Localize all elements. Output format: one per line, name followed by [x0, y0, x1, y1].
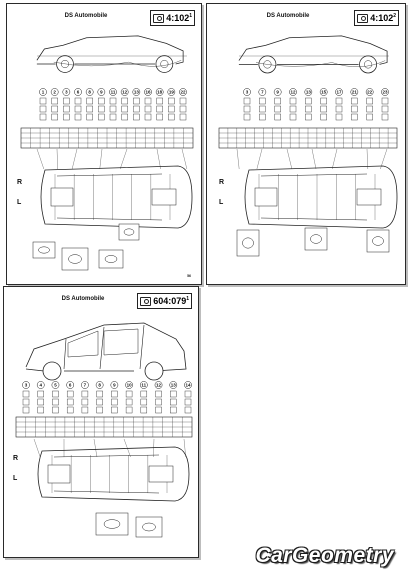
measure-cell — [126, 391, 132, 397]
sheet1-point-1 — [39, 88, 46, 120]
sheet1-point-18 — [156, 88, 163, 120]
measure-cell — [75, 114, 81, 120]
point-label: 10 — [126, 382, 132, 388]
measure-cell — [351, 114, 357, 120]
measure-cell — [351, 106, 357, 112]
measure-cell — [97, 391, 103, 397]
point-label: 8 — [98, 382, 101, 388]
measure-cell — [321, 106, 327, 112]
detail-view — [99, 250, 123, 268]
detail-frame — [96, 513, 128, 535]
point-label: 3 — [245, 89, 249, 95]
sheet1-point-8 — [86, 88, 93, 120]
measure-cell — [259, 106, 265, 112]
measure-cell — [156, 391, 162, 397]
measure-cell — [185, 391, 191, 397]
sheet2-point-17 — [335, 88, 342, 120]
top-view-body — [38, 447, 189, 501]
measure-cell — [305, 114, 311, 120]
leader-line — [120, 149, 127, 169]
measure-cell — [275, 106, 281, 112]
measure-cell — [157, 114, 163, 120]
measure-cell — [275, 114, 281, 120]
leader-line — [100, 149, 102, 169]
measure-cell — [122, 114, 128, 120]
point-label: 7 — [261, 89, 264, 95]
measure-cell — [290, 98, 296, 104]
cargeometry-watermark: CarGeometry — [255, 544, 394, 567]
measure-cell — [52, 407, 58, 413]
point-label: 12 — [290, 89, 296, 95]
leader-line — [157, 149, 161, 169]
measure-cell — [336, 106, 342, 112]
detail-view — [62, 248, 88, 270]
underbody-diagram — [7, 4, 202, 285]
measure-cell — [40, 106, 46, 112]
measure-cell — [133, 114, 139, 120]
measure-cell — [87, 106, 93, 112]
diagram-sheet-2 — [206, 3, 406, 285]
measure-cell — [63, 114, 69, 120]
measure-cell — [67, 407, 73, 413]
leader-line — [94, 439, 97, 457]
sheet2-point-23 — [381, 88, 388, 120]
measure-cell — [82, 399, 88, 405]
detail-view — [96, 513, 128, 535]
leader-line — [237, 149, 239, 169]
measure-cell — [110, 98, 116, 104]
point-label: 23 — [382, 89, 388, 95]
diagram-sheet-3 — [3, 286, 199, 558]
measure-cell — [23, 407, 29, 413]
leader-line — [257, 149, 262, 169]
measure-cell — [38, 391, 44, 397]
measure-cell — [351, 98, 357, 104]
measure-cell — [126, 399, 132, 405]
rear-axle-beam — [357, 189, 381, 205]
point-label: 15 — [321, 89, 327, 95]
measure-cell — [52, 399, 58, 405]
measure-cell — [82, 391, 88, 397]
point-label: 14 — [185, 382, 191, 388]
diagram-sheet-1 — [6, 3, 202, 285]
measure-cell — [168, 106, 174, 112]
top-view-car — [41, 166, 192, 228]
sheet3-point-11 — [140, 381, 147, 413]
measure-cell — [82, 407, 88, 413]
front-wheel-arch — [43, 362, 61, 380]
measure-cell — [180, 114, 186, 120]
rear-axle-beam — [152, 189, 176, 205]
measure-cell — [168, 114, 174, 120]
side-view-car — [239, 36, 387, 73]
measure-cell — [170, 407, 176, 413]
measure-cell — [122, 98, 128, 104]
top-view-car — [245, 166, 397, 228]
sheet3-point-5 — [52, 381, 59, 413]
measure-cell — [244, 106, 250, 112]
measure-cell — [126, 407, 132, 413]
code-sheet-number: 1 — [186, 296, 189, 302]
sheet2-point-7 — [259, 88, 266, 120]
measure-cell — [111, 391, 117, 397]
detail-view — [119, 224, 139, 240]
sheet-title: DS Automobile — [61, 296, 105, 302]
detail-frame — [136, 517, 162, 537]
side-label-right: R — [219, 179, 225, 186]
leader-line — [37, 149, 44, 169]
sheet3-point-10 — [125, 381, 132, 413]
measure-cell — [52, 98, 58, 104]
point-label: 12 — [122, 89, 128, 95]
measure-cell — [305, 106, 311, 112]
detail-frame — [367, 230, 389, 252]
measure-cell — [52, 391, 58, 397]
point-label: 22 — [180, 89, 186, 95]
underbody-diagram — [207, 4, 406, 285]
point-label: 5 — [54, 382, 57, 388]
measure-cell — [141, 407, 147, 413]
point-label: 16 — [145, 89, 151, 95]
point-label: 9 — [100, 89, 103, 95]
measure-cell — [141, 391, 147, 397]
dimension-table — [21, 128, 193, 148]
measure-cell — [67, 399, 73, 405]
detail-frame — [237, 230, 259, 256]
measure-cell — [110, 114, 116, 120]
sheet2-point-9 — [274, 88, 281, 120]
measure-cell — [367, 98, 373, 104]
measure-cell — [111, 399, 117, 405]
detail-frame — [305, 228, 327, 250]
point-label: 1 — [41, 89, 45, 95]
leader-lines — [34, 439, 186, 457]
measure-cell — [168, 98, 174, 104]
measure-cell — [67, 391, 73, 397]
measure-cell — [244, 98, 250, 104]
measure-cell — [157, 98, 163, 104]
sheet3-point-4 — [37, 381, 44, 413]
measure-cell — [40, 114, 46, 120]
measure-cell — [382, 114, 388, 120]
sheet1-point-13 — [133, 88, 140, 120]
leader-lines — [37, 149, 187, 169]
code-sheet-number: 1 — [189, 13, 192, 19]
measure-cell — [23, 391, 29, 397]
measure-cell — [336, 98, 342, 104]
point-label: 8 — [88, 89, 91, 95]
measure-cell — [157, 106, 163, 112]
sheet3-point-9 — [111, 381, 118, 413]
detail-frame — [33, 242, 55, 258]
measure-cell — [52, 114, 58, 120]
rear-axle-beam — [149, 466, 173, 482]
measure-cell — [145, 106, 151, 112]
measure-cell — [156, 407, 162, 413]
sheet2-point-21 — [351, 88, 358, 120]
point-label: 12 — [156, 382, 162, 388]
measure-cell — [38, 407, 44, 413]
point-label: 18 — [157, 89, 163, 95]
measure-cell — [244, 114, 250, 120]
detail-frame — [99, 250, 123, 268]
sheet1-point-16 — [144, 88, 151, 120]
measure-cell — [23, 399, 29, 405]
measure-cell — [111, 407, 117, 413]
engine-cradle — [48, 465, 70, 483]
measure-cell — [290, 114, 296, 120]
point-label: 3 — [24, 382, 28, 388]
measure-cell — [180, 98, 186, 104]
measure-cell — [98, 114, 104, 120]
measure-cell — [382, 98, 388, 104]
detail-view — [136, 517, 162, 537]
side-label-right: R — [13, 455, 19, 462]
measure-cell — [87, 98, 93, 104]
point-label: 6 — [68, 382, 72, 388]
measure-cell — [259, 114, 265, 120]
detail-frame — [119, 224, 139, 240]
point-label: 9 — [276, 89, 279, 95]
sheet1-point-22 — [179, 88, 186, 120]
detail-view — [305, 228, 327, 250]
rear-wheel-arch — [145, 362, 163, 380]
measure-cell — [97, 399, 103, 405]
page-number: 56 — [187, 274, 191, 278]
measure-cell — [110, 106, 116, 112]
sheet2-point-12 — [289, 88, 296, 120]
point-label: 19 — [168, 89, 174, 95]
sheet2-point-3 — [243, 88, 250, 120]
sheet3-point-12 — [155, 381, 162, 413]
sheet-title: DS Automobile — [266, 13, 310, 19]
detail-view — [237, 230, 259, 256]
body-in-white-side — [26, 323, 186, 380]
sheet2-point-22 — [366, 88, 373, 120]
side-label-left: L — [13, 475, 18, 482]
code-number: 4:102 — [166, 13, 190, 23]
engine-cradle — [255, 188, 277, 206]
measure-cell — [156, 399, 162, 405]
point-label: 11 — [110, 89, 116, 95]
measure-cell — [52, 106, 58, 112]
code-number: 4:102 — [370, 13, 394, 23]
measure-cell — [133, 98, 139, 104]
leader-line — [367, 149, 368, 169]
leader-line — [182, 149, 187, 169]
sheet1-point-2 — [51, 88, 58, 120]
leader-line — [57, 149, 58, 169]
point-label: 13 — [170, 382, 176, 388]
rear-wheel — [360, 56, 377, 73]
sheet3-point-3 — [22, 381, 29, 413]
sheet1-point-9 — [98, 88, 105, 120]
leader-line — [72, 149, 77, 169]
dimension-table — [219, 128, 397, 148]
measure-cell — [382, 106, 388, 112]
sheet1-point-3 — [63, 88, 70, 120]
point-label: 22 — [367, 89, 373, 95]
side-label-left: L — [219, 199, 224, 206]
door-openings — [68, 329, 138, 357]
side-view-car — [37, 36, 183, 73]
measure-cell — [63, 106, 69, 112]
rear-wheel — [156, 56, 173, 73]
leader-lines — [237, 149, 387, 169]
point-label: 9 — [113, 382, 116, 388]
leader-line — [332, 149, 337, 169]
measure-cell — [180, 106, 186, 112]
sheet2-point-15 — [320, 88, 327, 120]
point-label: 13 — [305, 89, 311, 95]
measure-cell — [122, 106, 128, 112]
measure-cell — [133, 106, 139, 112]
point-label: 11 — [141, 382, 147, 388]
code-sheet-number: 2 — [393, 13, 396, 19]
measure-cell — [141, 399, 147, 405]
detail-view — [33, 242, 55, 258]
measure-cell — [145, 114, 151, 120]
leader-line — [312, 149, 316, 169]
point-label: 21 — [351, 89, 357, 95]
point-label: 7 — [83, 382, 87, 388]
detail-frame — [62, 248, 88, 270]
side-label-left: L — [17, 199, 22, 206]
sheet2-point-13 — [305, 88, 312, 120]
measure-cell — [185, 407, 191, 413]
measure-cell — [87, 114, 93, 120]
point-label: 4 — [39, 382, 42, 388]
measure-cell — [275, 98, 281, 104]
measure-cell — [170, 399, 176, 405]
side-label-right: R — [17, 179, 23, 186]
measure-cell — [40, 98, 46, 104]
measure-cell — [75, 106, 81, 112]
point-label: 13 — [133, 89, 139, 95]
measure-cell — [63, 98, 69, 104]
sheet-title: DS Automobile — [64, 13, 108, 19]
sheet3-point-8 — [96, 381, 103, 413]
measure-cell — [367, 114, 373, 120]
detail-view — [367, 230, 389, 252]
sheet3-point-14 — [184, 381, 191, 413]
engine-cradle — [51, 188, 73, 206]
measure-cell — [75, 98, 81, 104]
sheet1-point-11 — [109, 88, 116, 120]
measure-cell — [145, 98, 151, 104]
leader-line — [287, 149, 292, 169]
code-number: 604:079 — [153, 296, 187, 306]
sheet3-point-7 — [81, 381, 88, 413]
measure-cell — [170, 391, 176, 397]
point-label: 2 — [53, 89, 56, 95]
sheet3-point-13 — [170, 381, 177, 413]
sheet1-point-19 — [168, 88, 175, 120]
measure-cell — [290, 106, 296, 112]
point-label: 17 — [336, 89, 342, 95]
sheet1-point-12 — [121, 88, 128, 120]
measure-cell — [336, 114, 342, 120]
measure-cell — [98, 98, 104, 104]
dimension-table — [16, 417, 192, 437]
sheet3-point-6 — [67, 381, 74, 413]
measure-cell — [98, 106, 104, 112]
measure-cell — [321, 98, 327, 104]
leader-line — [34, 439, 40, 457]
measure-cell — [259, 98, 265, 104]
point-label: 3 — [65, 89, 68, 95]
measure-cell — [185, 399, 191, 405]
measure-cell — [305, 98, 311, 104]
sheet1-point-6 — [74, 88, 81, 120]
measure-cell — [367, 106, 373, 112]
point-label: 6 — [76, 89, 80, 95]
measure-cell — [38, 399, 44, 405]
body-side-diagram — [4, 287, 199, 558]
measure-cell — [321, 114, 327, 120]
measure-cell — [97, 407, 103, 413]
